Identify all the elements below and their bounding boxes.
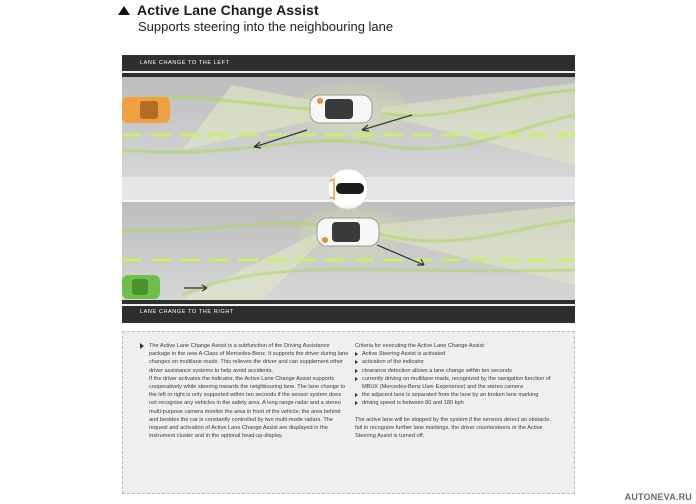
road-diagram (122, 55, 575, 323)
label-lane-change-right: LANE CHANGE TO THE RIGHT (140, 309, 234, 315)
page-subtitle: Supports steering into the neighbouring lane (138, 19, 394, 34)
green-car (122, 275, 160, 299)
criteria-item: the adjacent lane is separated from the lane by an broken lane marking (355, 391, 555, 399)
description-box (122, 331, 575, 494)
lane-change-illustration (122, 55, 575, 323)
criteria-list (355, 350, 555, 407)
label-lane-change-left: LANE CHANGE TO THE LEFT (140, 60, 230, 66)
criteria-item: currently driving on multilane roads, recognized by the navigation function of MBUX (Mercedes-Benz User Experience) and the stereo camera (355, 375, 555, 391)
top-band (122, 55, 575, 77)
ego-car-bottom (317, 218, 379, 246)
triangle-icon (118, 6, 130, 15)
criteria-item: Active Steering Assist is activated (355, 350, 555, 358)
description-left-column (149, 342, 349, 440)
indicator-stalk-icon (328, 169, 368, 209)
description-right-column (355, 342, 555, 440)
final-note: The active lane will be stopped by the system if the sensors detect an obstacle, fail to recognize further lane markings, the driver countersteers or the Active Steering Assist is turned off. (355, 416, 551, 440)
criteria-item: driving speed is between 80 and 180 kph (355, 399, 555, 407)
paragraph-details: If the driver activates the indicator, the Active Lane Change Assist supports cooperatively while steering towards the neighbouring lane. The lane change to the left or right is only supported within ten seconds if the sensor system does not recognise any vehicles in the safety area. A long range radar and a stereo multi-purpose camera monitor the area in front of the vehicle; the area behind and besides the car is constantly controlled by two multi-mode radars. The request and activation of Active Lane Change Assist are displayed in the instrument cluster and in the optional head-up-display. (149, 375, 346, 440)
header (118, 2, 578, 34)
criteria-item: activation of the indicator (355, 358, 555, 366)
title-row (118, 2, 578, 18)
criteria-title: Criteria for executing the Active Lane Change Assist: (355, 343, 486, 349)
bullet-marker-icon (140, 343, 144, 349)
criteria-item: clearance detection allows a lane change within ten seconds (355, 367, 555, 375)
paragraph-intro: The Active Lane Change Assist is a subfunction of the Driving Assistance package in the new A-Class of Mercedes-Benz. It supports the driver during lane changes on multilane roads. This relieves the driver and can supplement other driver assistance systems to help avoid accidents. (149, 343, 349, 374)
watermark: AUTONEVA.RU (624, 492, 692, 502)
ego-car-top (310, 95, 372, 123)
page-title: Active Lane Change Assist (137, 2, 319, 18)
orange-car (122, 97, 170, 123)
